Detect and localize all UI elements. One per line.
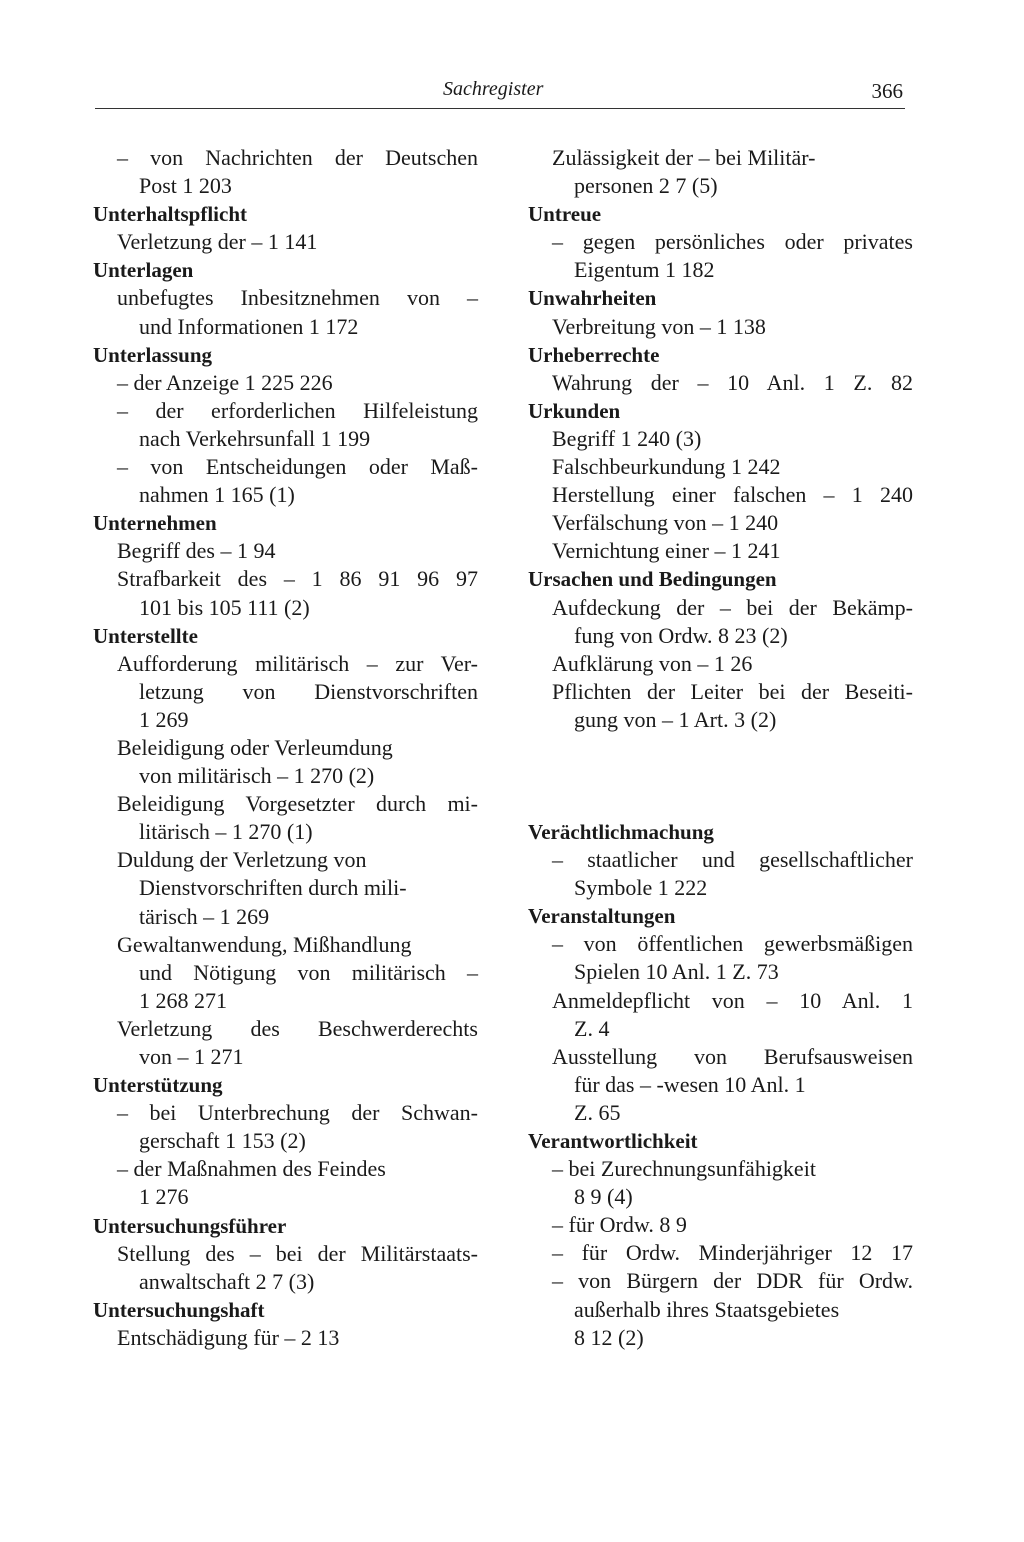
index-entry: gerschaft 1 153 (2) (139, 1128, 306, 1154)
index-entry: von militärisch – 1 270 (2) (139, 763, 375, 789)
index-entry: – der erforderlichen Hilfeleistung (117, 397, 478, 423)
index-entry: Wahrung der – 10 Anl. 1 Z. 82 (552, 369, 913, 395)
column-spacer (528, 734, 913, 818)
index-entry: Begriff 1 240 (3) (552, 425, 702, 451)
index-heading: Verächtlichmachung (528, 819, 714, 844)
index-entry: und Informationen 1 172 (139, 313, 359, 339)
index-entry: – der Anzeige 1 225 226 (117, 369, 333, 395)
index-heading: Untersuchungshaft (93, 1297, 265, 1322)
header-title: Sachregister (443, 78, 544, 100)
index-entry: Spielen 10 Anl. 1 Z. 73 (574, 959, 779, 985)
index-entry: 1 276 (139, 1184, 189, 1210)
index-entry: Symbole 1 222 (574, 875, 708, 901)
index-entry: nahmen 1 165 (1) (139, 482, 295, 508)
index-entry: litärisch – 1 270 (1) (139, 819, 313, 845)
index-entry: Beleidigung Vorgesetzter durch mi- (117, 791, 478, 817)
index-entry: anwaltschaft 2 7 (3) (139, 1268, 315, 1294)
index-entry: Entschädigung für – 2 13 (117, 1324, 340, 1350)
index-entry: für das – -wesen 10 Anl. 1 (574, 1071, 806, 1097)
index-entry: außerhalb ihres Staatsgebietes (574, 1296, 840, 1322)
index-heading: Unterlagen (93, 258, 194, 283)
index-heading: Urheberrechte (528, 342, 660, 367)
index-entry: personen 2 7 (5) (574, 173, 718, 199)
index-entry: – für Ordw. 8 9 (552, 1212, 687, 1238)
index-entry: Ausstellung von Berufsausweisen (552, 1043, 913, 1069)
index-entry: gung von – 1 Art. 3 (2) (574, 706, 777, 732)
index-entry: Z. 65 (574, 1099, 621, 1125)
index-entry: 1 269 (139, 706, 189, 732)
index-entry: Vernichtung einer – 1 241 (552, 538, 781, 564)
index-entry: Dienstvorschriften durch mili- (139, 875, 407, 901)
index-entry: 8 12 (2) (574, 1324, 644, 1350)
index-heading: Untersuchungsführer (93, 1213, 287, 1238)
index-entry: Pflichten der Leiter bei der Beseiti- (552, 678, 913, 704)
index-entry: – für Ordw. Minderjähriger 12 17 (552, 1240, 913, 1266)
index-heading: Unterhaltspflicht (93, 202, 247, 227)
index-heading: Untreue (528, 202, 602, 227)
index-entry: Z. 4 (574, 1015, 610, 1041)
index-heading: Ursachen und Bedingungen (528, 567, 777, 592)
index-heading: Unterlassung (93, 342, 213, 367)
index-entry: von – 1 271 (139, 1044, 244, 1069)
index-entry: fung von Ordw. 8 23 (2) (574, 622, 788, 648)
index-entry: Verfälschung von – 1 240 (552, 510, 779, 536)
index-entry: Herstellung einer falschen – 1 240 (552, 482, 913, 508)
index-entry: 101 bis 105 111 (2) (139, 594, 310, 620)
index-heading: Urkunden (528, 398, 621, 423)
index-entry: und Nötigung von militärisch – (139, 959, 478, 985)
index-entry: – von Entscheidungen oder Maß- (117, 454, 478, 480)
index-heading: Unternehmen (93, 511, 217, 536)
index-entry: letzung von Dienstvorschriften (139, 678, 478, 704)
index-entry: Beleidigung oder Verleumdung (117, 734, 393, 760)
index-entry: Verletzung der – 1 141 (117, 229, 318, 255)
index-entry: nach Verkehrsunfall 1 199 (139, 425, 371, 451)
index-entry: – staatlicher und gesellschaftlicher (552, 847, 913, 873)
index-heading: Verantwortlichkeit (528, 1129, 698, 1153)
index-entry: Verletzung des Beschwerderechts (117, 1015, 478, 1041)
index-entry: unbefugtes Inbesitznehmen von – (117, 285, 478, 311)
index-entry: Stellung des – bei der Militärstaats- (117, 1240, 478, 1266)
index-entry: – von öffentlichen gewerbsmäßigen (552, 931, 913, 957)
index-entry: Aufforderung militärisch – zur Ver- (117, 650, 478, 676)
index-entry: 8 9 (4) (574, 1184, 633, 1210)
index-heading: Unterstützung (93, 1073, 223, 1098)
index-entry: Duldung der Verletzung von (117, 847, 367, 873)
index-entry: Post 1 203 (139, 173, 232, 199)
index-entry: Eigentum 1 182 (574, 257, 715, 283)
index-heading: Unterstellte (93, 623, 198, 648)
index-entry: Falschbeurkundung 1 242 (552, 454, 781, 480)
index-entry: – von Bürgern der DDR für Ordw. (552, 1268, 913, 1294)
index-heading: Unwahrheiten (528, 286, 657, 311)
index-entry: Aufdeckung der – bei der Bekämp- (552, 594, 913, 620)
index-entry: Zulässigkeit der – bei Militär- (552, 145, 816, 170)
index-entry: Verbreitung von – 1 138 (552, 313, 766, 339)
running-header (95, 76, 905, 109)
index-column-left (93, 144, 478, 1352)
page-number: 366 (871, 79, 903, 103)
index-column-right (528, 144, 913, 1352)
index-entry: – gegen persönliches oder privates (552, 229, 913, 255)
index-entry: – bei Unterbrechung der Schwan- (117, 1100, 478, 1126)
index-entry: 1 268 271 (139, 987, 227, 1013)
index-entry: tärisch – 1 269 (139, 903, 270, 929)
index-heading: Veranstaltungen (528, 904, 676, 929)
index-entry: Gewaltanwendung, Mißhandlung (117, 931, 412, 957)
index-entry: – von Nachrichten der Deutschen (117, 145, 478, 170)
index-entry: Begriff des – 1 94 (117, 538, 276, 564)
index-entry: Aufklärung von – 1 26 (552, 650, 753, 676)
index-entry: Strafbarkeit des – 1 86 91 96 97 (117, 566, 478, 592)
index-entry: – der Maßnahmen des Feindes (117, 1156, 386, 1182)
index-entry: – bei Zurechnungsunfähigkeit (552, 1156, 816, 1182)
index-entry: Anmeldepflicht von – 10 Anl. 1 (552, 987, 913, 1013)
